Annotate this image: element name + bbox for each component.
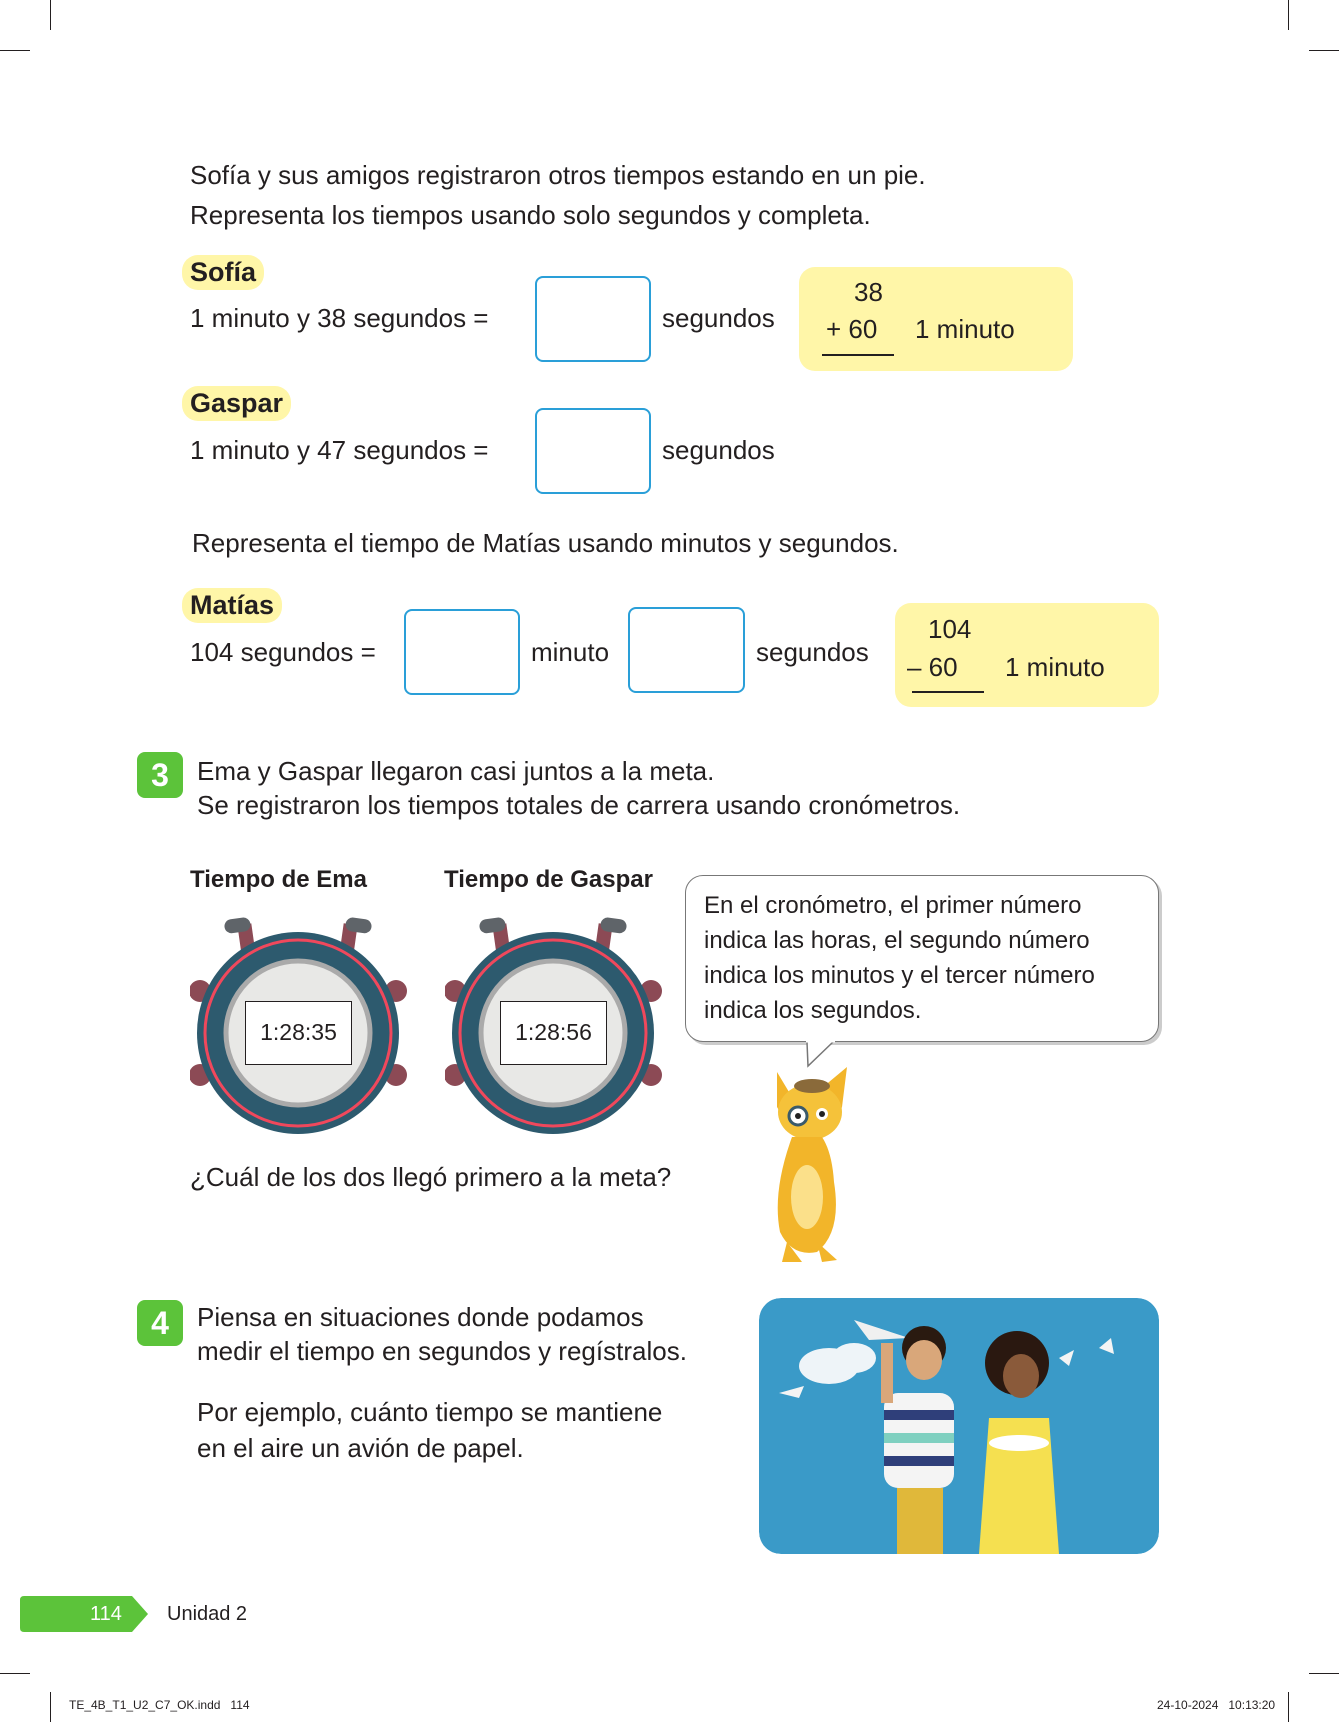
hint-note: 1 minuto bbox=[1005, 652, 1105, 682]
hint-number: 104 bbox=[928, 614, 972, 644]
ema-time-title: Tiempo de Ema bbox=[190, 866, 367, 893]
matias-instruction: Representa el tiempo de Matías usando minutos y segundos. bbox=[192, 528, 899, 558]
ema-time-display: 1:28:35 bbox=[245, 1001, 352, 1065]
crop-mark bbox=[0, 50, 30, 51]
crop-mark bbox=[1288, 0, 1289, 30]
crop-mark bbox=[50, 1692, 51, 1722]
question-number-badge: 3 bbox=[137, 752, 183, 798]
crop-mark bbox=[1309, 50, 1339, 51]
file-slug: TE_4B_T1_U2_C7_OK.indd 114 bbox=[69, 1698, 250, 1712]
gaspar-expression: 1 minuto y 47 segundos = bbox=[190, 435, 489, 465]
crop-mark bbox=[1288, 1692, 1289, 1722]
matias-label: Matías bbox=[182, 588, 282, 623]
hint-number: – 60 bbox=[907, 652, 958, 682]
hint-note: 1 minuto bbox=[915, 314, 1015, 344]
hint-number: + 60 bbox=[826, 314, 878, 344]
date-slug: 24-10-2024 10:13:20 bbox=[1157, 1698, 1276, 1712]
hint-number: 38 bbox=[854, 277, 883, 307]
q3-line: Se registraron los tiempos totales de carrera usando cronómetros. bbox=[197, 790, 961, 820]
bubble-line: indica los segundos. bbox=[704, 997, 922, 1024]
sum-line bbox=[822, 354, 894, 356]
q3-line: Ema y Gaspar llegaron casi juntos a la meta. bbox=[197, 756, 715, 786]
children-paper-plane-photo bbox=[759, 1298, 1159, 1554]
bubble-line: indica los minutos y el tercer número bbox=[704, 962, 1095, 989]
page-number: 114 bbox=[90, 1603, 122, 1625]
matias-seconds-input[interactable] bbox=[628, 607, 745, 693]
unit-name: Unidad 2 bbox=[167, 1603, 248, 1625]
subtraction-line bbox=[912, 691, 984, 693]
q4-line: Por ejemplo, cuánto tiempo se mantiene bbox=[197, 1397, 663, 1427]
intro-line: Sofía y sus amigos registraron otros tiempos estando en un pie. bbox=[190, 160, 926, 190]
sofia-answer-input[interactable] bbox=[535, 276, 651, 362]
sofia-hint-box bbox=[799, 267, 1073, 371]
intro-line: Representa los tiempos usando solo segundos y completa. bbox=[190, 200, 871, 230]
matias-hint-box bbox=[895, 603, 1159, 707]
unit-label: minuto bbox=[531, 637, 610, 667]
q4-line: en el aire un avión de papel. bbox=[197, 1433, 524, 1463]
unit-label: segundos bbox=[662, 435, 775, 465]
sofia-label: Sofía bbox=[182, 255, 264, 290]
gaspar-time-title: Tiempo de Gaspar bbox=[444, 866, 653, 893]
q4-line: medir el tiempo en segundos y regístralos. bbox=[197, 1336, 687, 1366]
sofia-expression: 1 minuto y 38 segundos = bbox=[190, 303, 489, 333]
matias-minutes-input[interactable] bbox=[404, 609, 520, 695]
fox-mascot-icon bbox=[762, 1062, 862, 1268]
bubble-line: indica las horas, el segundo número bbox=[704, 927, 1090, 954]
crop-mark bbox=[0, 1673, 30, 1674]
gaspar-label: Gaspar bbox=[182, 386, 291, 421]
q4-line: Piensa en situaciones donde podamos bbox=[197, 1302, 644, 1332]
bubble-line: En el cronómetro, el primer número bbox=[704, 892, 1082, 919]
crop-mark bbox=[50, 0, 51, 30]
crop-mark bbox=[1309, 1673, 1339, 1674]
matias-expression: 104 segundos = bbox=[190, 637, 376, 667]
question-number-badge: 4 bbox=[137, 1300, 183, 1346]
gaspar-answer-input[interactable] bbox=[535, 408, 651, 494]
page-number-tab bbox=[20, 1596, 150, 1632]
unit-label: segundos bbox=[662, 303, 775, 333]
q3-question: ¿Cuál de los dos llegó primero a la meta? bbox=[190, 1162, 672, 1192]
unit-label: segundos bbox=[756, 637, 869, 667]
gaspar-time-display: 1:28:56 bbox=[500, 1001, 607, 1065]
speech-bubble bbox=[685, 875, 1159, 1042]
